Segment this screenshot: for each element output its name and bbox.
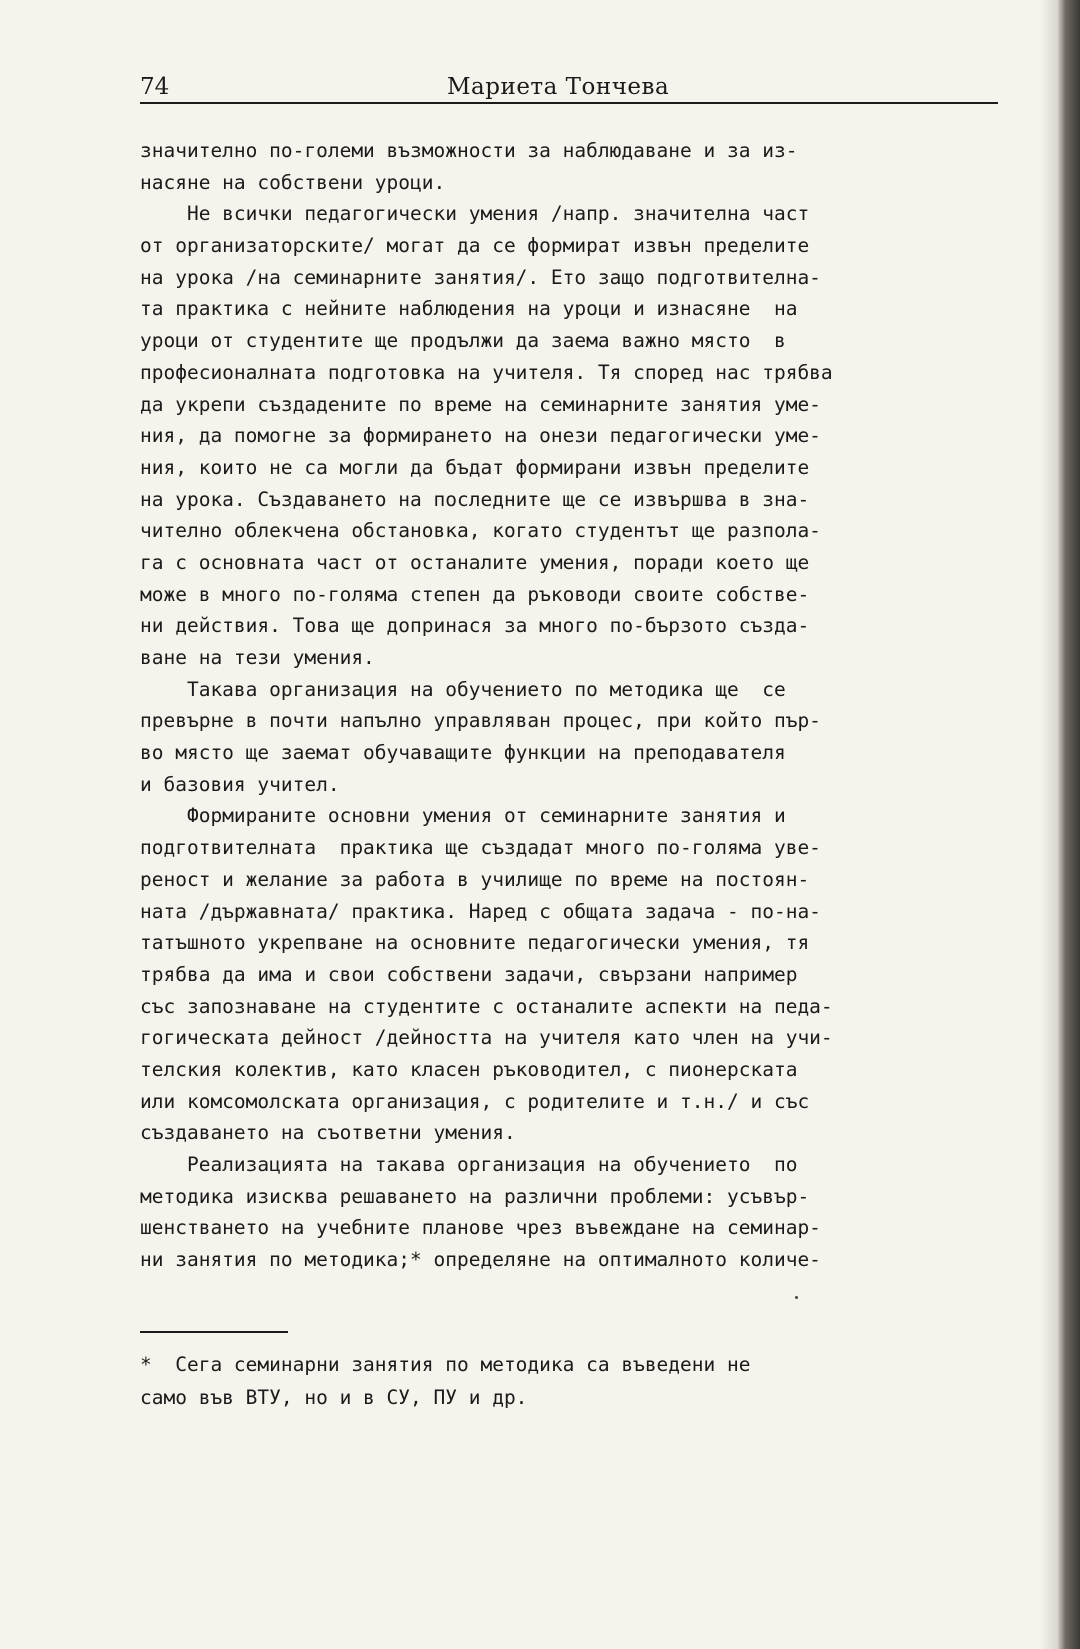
page-gutter-shadow — [1040, 0, 1058, 1649]
text-line: реност и желание за работа в училище по време на постоян- — [140, 867, 810, 891]
page-number: 74 — [140, 74, 170, 100]
text-line: татъшното укрепване на основните педагогически умения, тя — [140, 931, 810, 955]
main-text — [140, 135, 1020, 1276]
text-line: Такава организация на обучението по методика ще се — [140, 677, 786, 701]
text-line: ния, които не са могли да бъдат формирани извън пределите — [140, 455, 810, 479]
text-line: със запознаване на студентите с останалите аспекти на педа- — [140, 994, 833, 1018]
text-line: професионалната подготовка на учителя. Тя според нас трябва — [140, 360, 833, 384]
text-line: подготвителната практика ще създадат много по-голяма уве- — [140, 836, 821, 860]
footnote-line: само във ВТУ, но и в СУ, ПУ и др. — [140, 1386, 528, 1409]
text-line: гогическата дейност /дейността на учителя като член на учи- — [140, 1026, 833, 1050]
text-line: уроци от студентите ще продължи да заема важно място в — [140, 329, 786, 353]
text-line: ната /държавната/ практика. Наред с общата задача - по-на- — [140, 899, 821, 923]
stray-mark — [795, 1296, 798, 1299]
text-line: трябва да има и свои собствени задачи, свързани например — [140, 962, 798, 986]
text-line: на урока /на семинарните занятия/. Ето защо подготвителна- — [140, 265, 821, 289]
text-line: да укрепи създадените по време на семинарните занятия уме- — [140, 392, 821, 416]
text-line: га с основната част от останалите умения, поради което ще — [140, 550, 810, 574]
text-line: може в много по-голяма степен да ръководи своите собстве- — [140, 582, 810, 606]
text-line: методика изисква решаването на различни проблеми: усъвър- — [140, 1184, 810, 1208]
scan-edge — [1058, 0, 1080, 1649]
text-line: ни действия. Това ще допринася за много по-бързото създа- — [140, 614, 810, 638]
footnote-line: * Сега семинарни занятия по методика са въведени не — [140, 1353, 751, 1376]
text-line: телския колектив, като класен ръководител, с пионерската — [140, 1057, 798, 1081]
text-line: та практика с нейните наблюдения на уроци и изнасяне на — [140, 297, 798, 321]
footnote-divider — [140, 1331, 288, 1333]
footnote — [140, 1348, 1020, 1414]
text-line: Не всички педагогически умения /напр. значителна част — [140, 202, 810, 226]
text-line: чително облекчена обстановка, когато студентът ще разпола- — [140, 519, 821, 543]
running-head-author: Мариета Тончева — [447, 74, 670, 100]
text-line: насяне на собствени уроци. — [140, 170, 446, 194]
text-line: създаването на съответни умения. — [140, 1121, 516, 1145]
text-line: значително по-големи възможности за наблюдаване и за из- — [140, 139, 798, 162]
text-line: Реализацията на такава организация на обучението по — [140, 1153, 798, 1176]
text-line: ване на тези умения. — [140, 646, 375, 669]
page-header — [140, 72, 998, 104]
text-line: превърне в почти напълно управляван процес, при който пър- — [140, 709, 821, 733]
text-line: на урока. Създаването на последните ще се извършва в зна- — [140, 487, 810, 511]
text-line: во място ще заемат обучаващите функции на преподавателя — [140, 741, 786, 765]
text-line: ни занятия по методика;* определяне на оптималното количе- — [140, 1248, 821, 1272]
text-line: или комсомолската организация, с родителите и т.н./ и със — [140, 1089, 810, 1113]
text-line: Формираните основни умения от семинарните занятия и — [140, 804, 786, 828]
text-line: шенстването на учебните планове чрез въвеждане на семинар- — [140, 1216, 821, 1240]
text-line: и базовия учител. — [140, 772, 340, 796]
text-line: от организаторските/ могат да се формират извън пределите — [140, 234, 810, 258]
text-line: ния, да помогне за формирането на онези педагогически уме- — [140, 424, 821, 448]
